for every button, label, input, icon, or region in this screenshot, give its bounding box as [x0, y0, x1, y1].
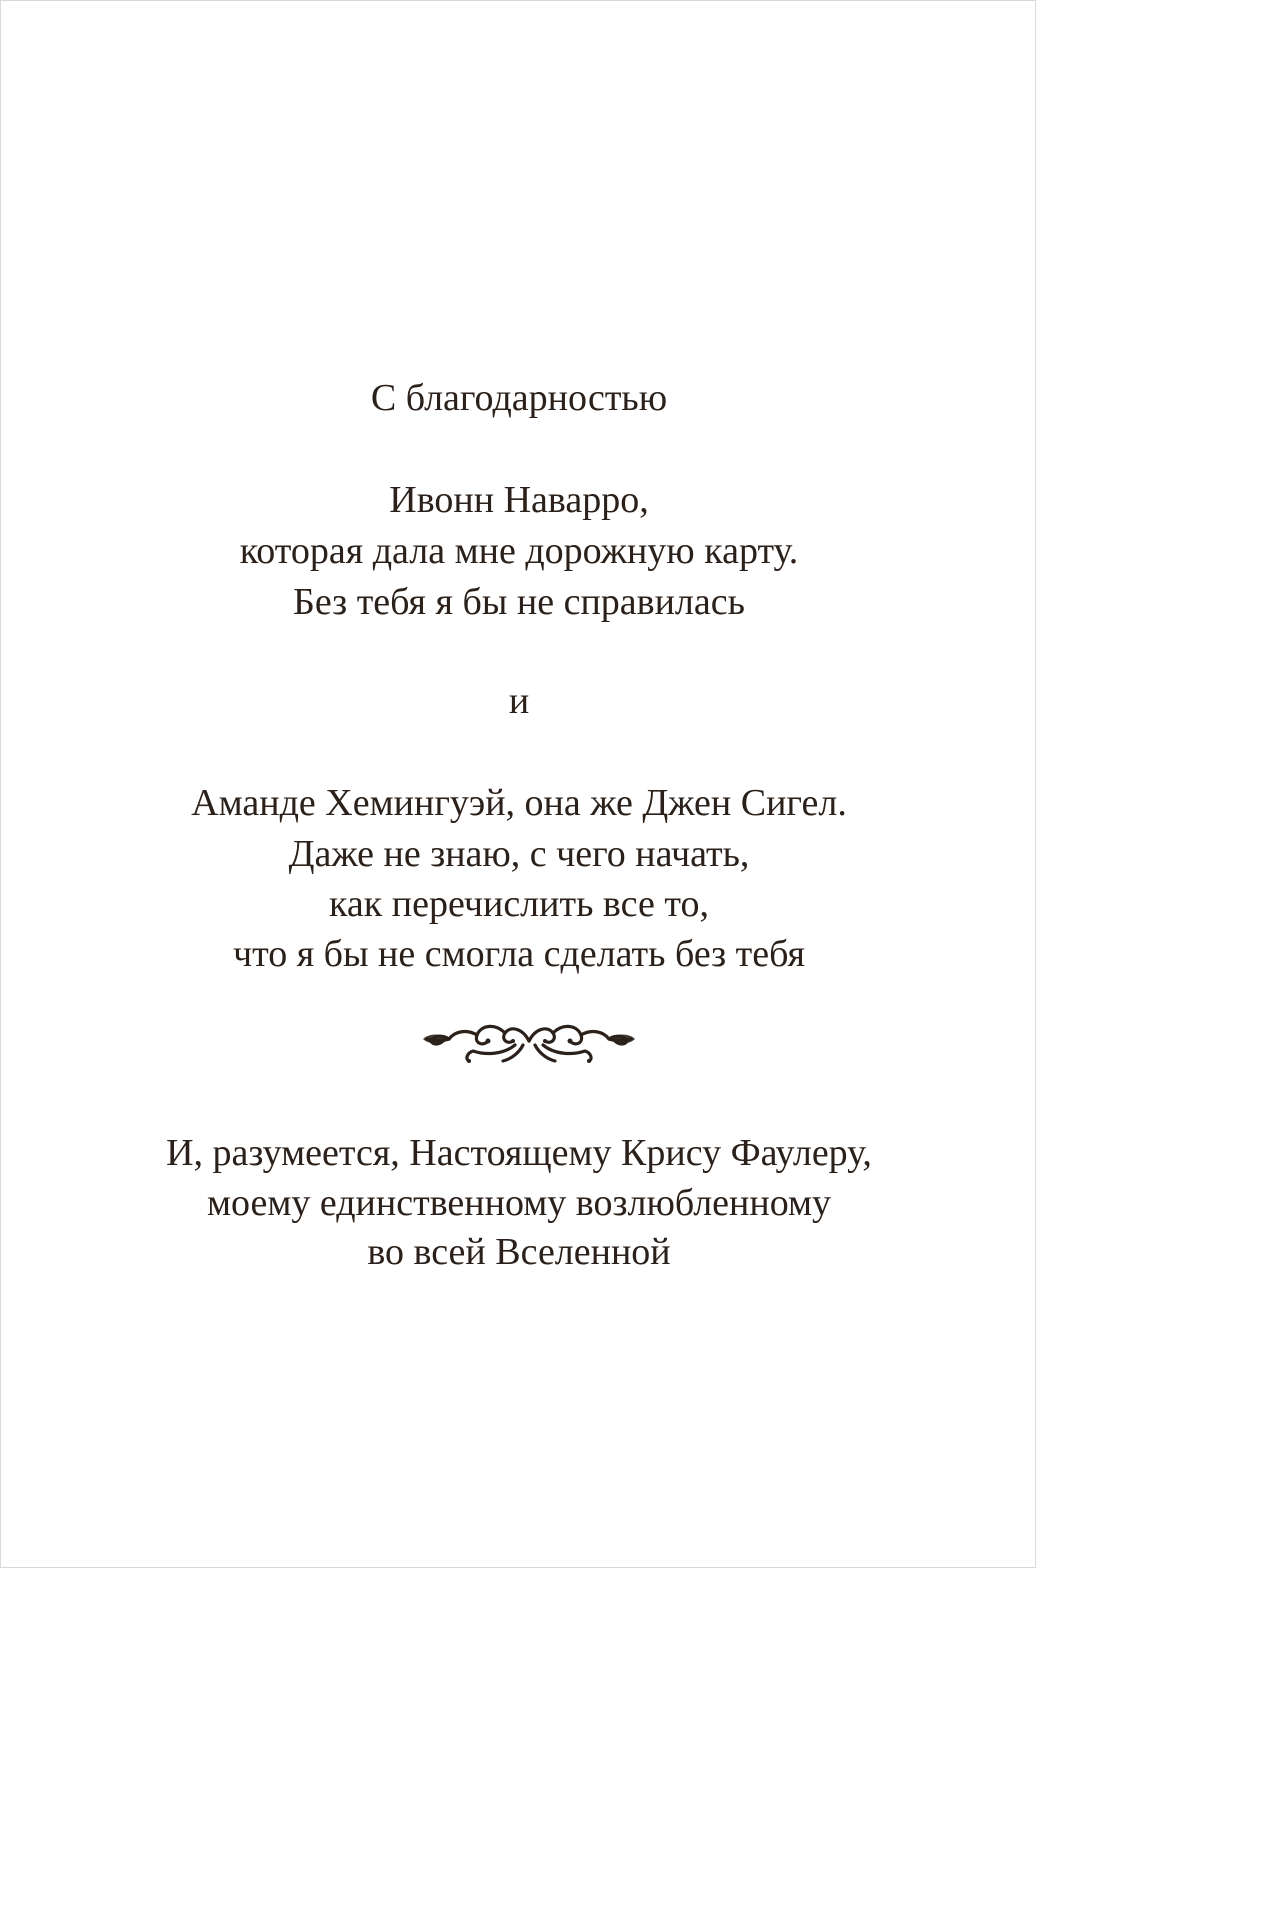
dedication-line: Без тебя я бы не справилась	[293, 581, 745, 623]
dedication-line: И, разумеется, Настоящему Крису Фаулеру,	[166, 1132, 872, 1174]
dedication-line: Даже не знаю, с чего начать,	[288, 833, 750, 875]
dedication-line: моему единственному возлюбленному	[206, 1182, 832, 1224]
dedication-line: что я бы не смогла сделать без тебя	[232, 933, 806, 975]
dedication-line: которая дала мне дорожную карту.	[239, 530, 799, 572]
dedication-line: как перечислить все то,	[329, 883, 709, 925]
dedication-conjunction: и	[508, 680, 530, 722]
flourish-ornament-icon	[419, 1011, 639, 1067]
dedication-line: Аманде Хемингуэй, она же Джен Сигел.	[191, 782, 847, 824]
dedication-heading: С благодарностью	[370, 377, 668, 419]
dedication-line: во всей Вселенной	[367, 1231, 671, 1273]
dedication-line: Ивонн Наварро,	[389, 479, 649, 521]
